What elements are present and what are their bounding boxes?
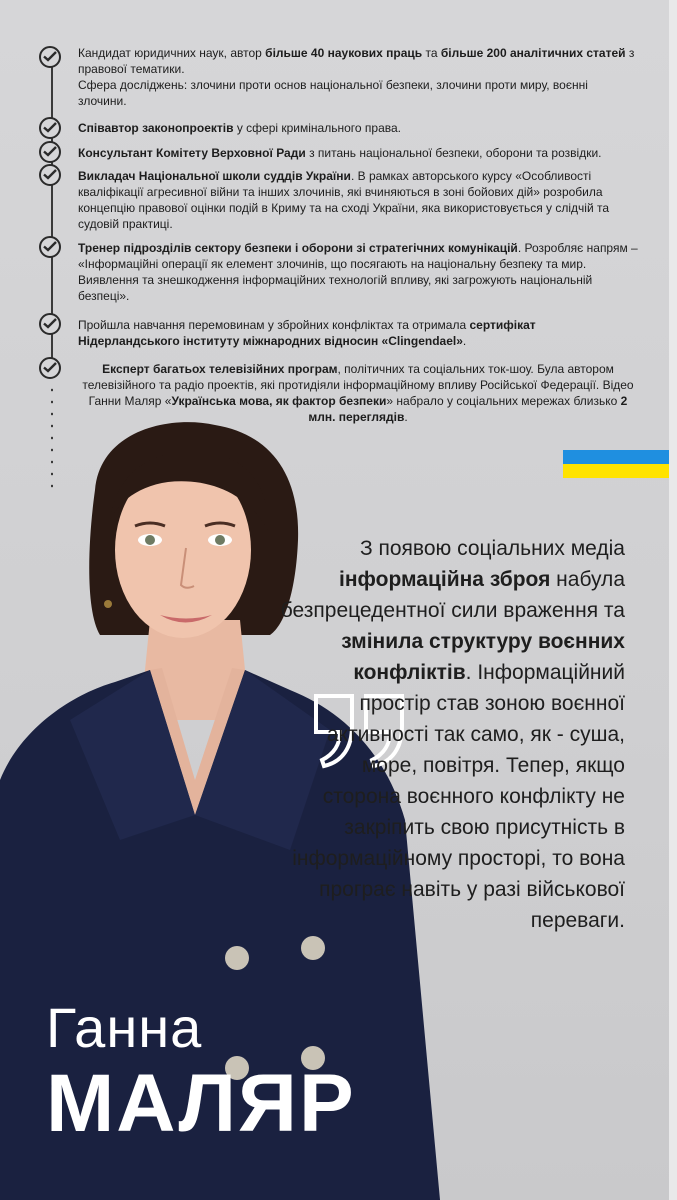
text-run: З появою соціальних медіа <box>359 537 625 560</box>
bio-entry <box>78 361 638 425</box>
text-run: , політичних та соціальних ток-шоу. Була автором телевізійного та радіо проектів, які протидіяли інформаційному впливу Російської Федерації. Відео Ганни Маляр « <box>82 362 634 408</box>
bio-entry <box>78 317 638 349</box>
bio-entry <box>78 45 638 109</box>
text-run: з питань національної безпеки, оборони та розвідки. <box>305 146 602 160</box>
check-circle-icon <box>39 164 61 186</box>
bold-text: Викладач Національної школи суддів України <box>78 169 351 183</box>
bold-text: Тренер підрозділів сектору безпеки і оборони зі стратегічних комунікацій <box>78 241 518 255</box>
text-run: . Розробляє напрям – «Інформаційні операції як елемент злочинів, що посягають на національну безпеку та мир. Виявлення та знешкодження інформаційних технологій впливу, які загрожують національній безпеці». <box>78 241 638 303</box>
text-run: . <box>404 410 408 424</box>
bio-entry <box>78 120 638 136</box>
ukraine-flag-icon <box>563 450 673 478</box>
check-circle-icon <box>39 236 61 258</box>
bio-entry <box>78 145 638 161</box>
bold-text: більше 200 аналітичних статей <box>440 46 626 60</box>
text-run: у сфері кримінального права. <box>233 121 401 135</box>
text-run: Кандидат юридичних наук, автор <box>78 46 266 60</box>
text-run: Сфера досліджень: злочини проти основ національної безпеки, злочини проти миру, воєнні злочини. <box>78 78 588 108</box>
text-run: та <box>422 46 441 60</box>
flag-yellow-stripe <box>563 464 673 478</box>
text-run: з правової тематики. <box>78 46 635 76</box>
bold-text: змінила структуру воєнних конфліктів <box>341 630 625 684</box>
name-first: Ганна <box>46 996 203 1059</box>
check-circle-icon <box>39 357 61 379</box>
text-run: . Інформаційний простір став зоною воєнної активності так само, як - суша, море, повітря. Тепер, якщо сторона воєнного конфлікту не закріпить свою присутність в інформаційному просторі, то вона програє навіть у разі військової переваги. <box>292 661 625 932</box>
bold-text: Експерт багатьох телевізійних програм <box>102 362 338 376</box>
text-run: . В рамках авторського курсу «Особливості кваліфікації агресивної війни та інших злочинів, які вчиняються в зоні бойових дій» розробила концепцію правової оцінки подій в Криму та на сході України, яка використовується у слідчій та судовій практиці. <box>78 169 610 231</box>
text-run: . <box>462 334 467 348</box>
bold-text: більше 40 наукових праць <box>265 46 423 60</box>
bold-text: сертифікат Нідерландського інституту міжнародних відносин «Clingendael» <box>78 318 536 348</box>
text-run: Пройшла навчання перемовинам у збройних конфліктах та отримала <box>78 318 470 332</box>
check-circle-icon <box>39 313 61 335</box>
name-last: МАЛЯР <box>46 1058 356 1149</box>
quote-text <box>280 533 625 936</box>
flag-blue-stripe <box>563 450 673 464</box>
text-run: » набрало у соціальних мережах близько <box>386 394 621 408</box>
bold-text: інформаційна зброя <box>339 568 551 591</box>
bold-text: Співавтор законопроектів <box>78 121 234 135</box>
check-circle-icon <box>39 46 61 68</box>
bold-text: Консультант Комітету Верховної Ради <box>78 146 306 160</box>
bio-entry <box>78 168 638 232</box>
text-run: набула безпрецедентної сили враження та <box>280 568 625 622</box>
check-circle-icon <box>39 117 61 139</box>
bold-text: 2 млн. переглядів <box>308 394 628 424</box>
bold-text: Українська мова, як фактор безпеки <box>171 394 387 408</box>
bio-entry <box>78 240 638 304</box>
check-circle-icon <box>39 141 61 163</box>
